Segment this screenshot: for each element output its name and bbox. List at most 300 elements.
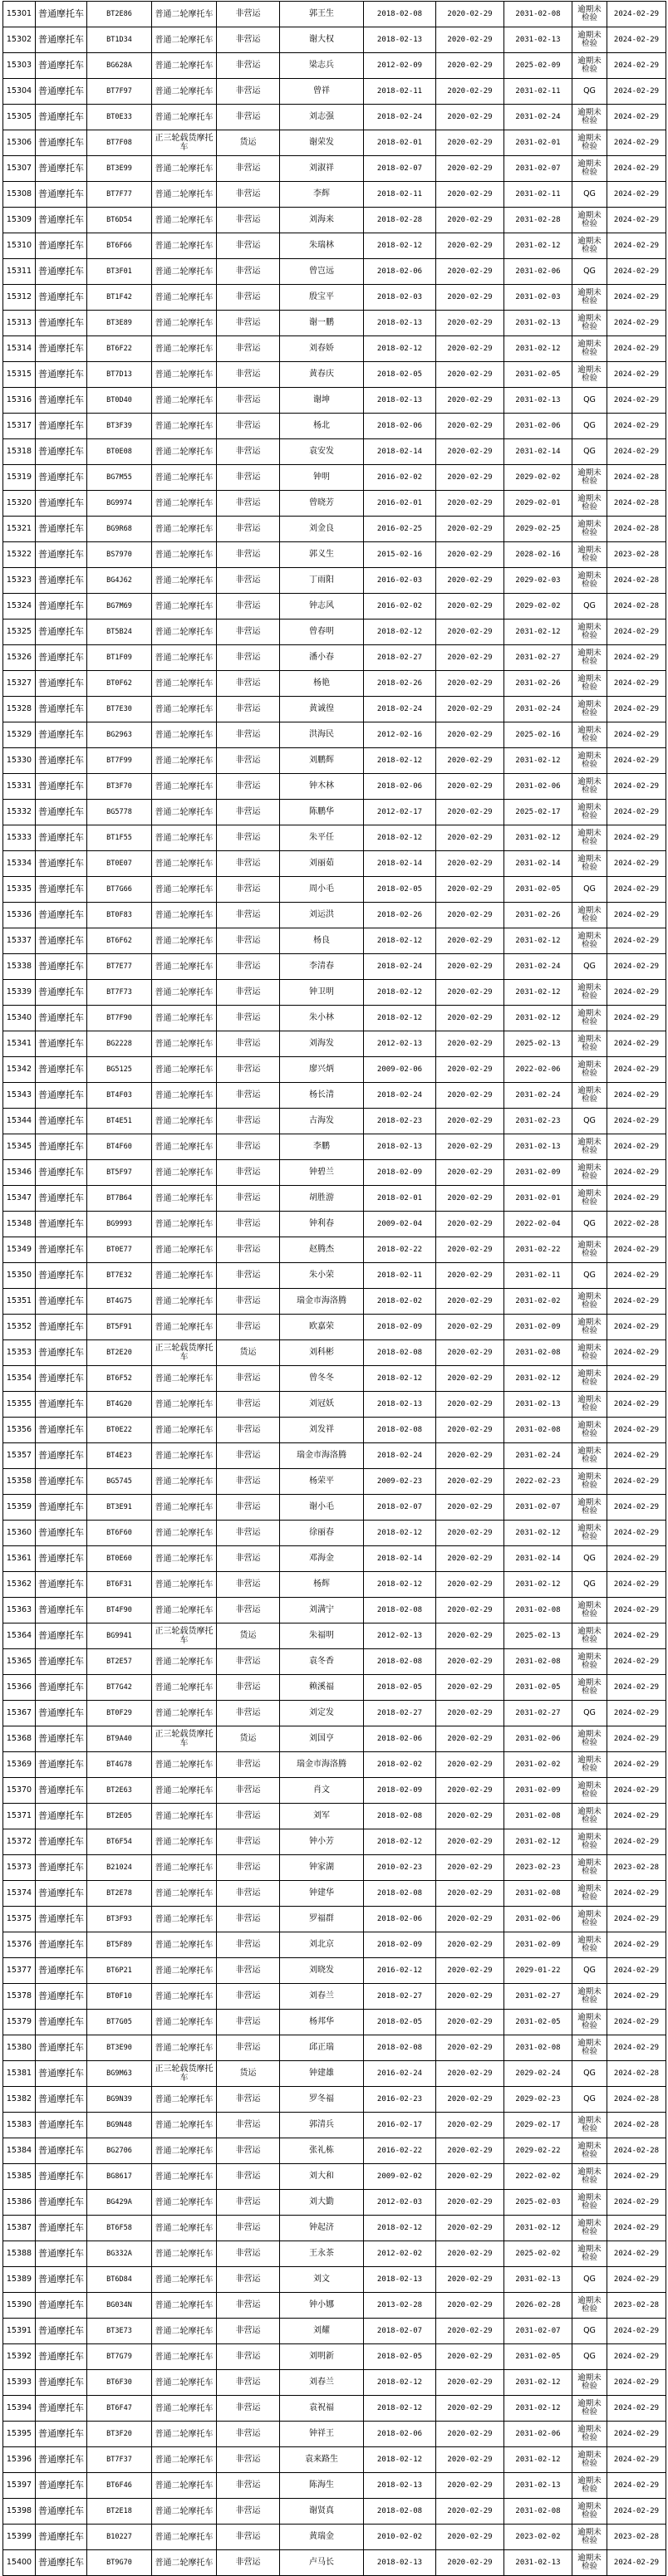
status-cell: 逾期未检验 <box>572 1057 607 1083</box>
owner-name-cell: 钟明 <box>280 465 364 491</box>
vehicle-class-cell: 普通摩托车 <box>36 1134 87 1160</box>
owner-name-cell: 刘发祥 <box>280 1418 364 1443</box>
vehicle-class-cell: 普通摩托车 <box>36 1804 87 1829</box>
vehicle-model-cell: 普通二轮摩托车 <box>152 1598 217 1623</box>
scrap-date-cell: 2031-02-09 <box>504 1315 572 1340</box>
vehicle-model-cell: 普通二轮摩托车 <box>152 388 217 414</box>
owner-name-cell: 钟小芳 <box>280 1829 364 1855</box>
scrap-date-cell: 2031-02-05 <box>504 2010 572 2035</box>
vehicle-class-cell: 普通摩托车 <box>36 1958 87 1984</box>
usage-type-cell: 非营运 <box>217 1237 280 1263</box>
registration-date-cell: 2018-02-13 <box>364 311 436 336</box>
scrap-date-cell: 2025-02-02 <box>504 2241 572 2267</box>
validity-date-cell: 2024-02-29 <box>607 748 666 774</box>
owner-name-cell: 欧嘉荣 <box>280 1315 364 1340</box>
status-cell: 逾期未检验 <box>572 491 607 517</box>
plate-number-cell: BT5F91 <box>87 1315 152 1340</box>
validity-date-cell: 2024-02-29 <box>607 1366 666 1392</box>
record-number-cell: 15347 <box>3 1186 36 1212</box>
registration-date-cell: 2018-02-13 <box>364 2267 436 2293</box>
plate-number-cell: BT4F90 <box>87 1598 152 1623</box>
vehicle-class-cell: 普通摩托车 <box>36 208 87 233</box>
usage-type-cell: 非营运 <box>217 2087 280 2113</box>
record-number-cell: 15316 <box>3 388 36 414</box>
usage-type-cell: 非营运 <box>217 825 280 851</box>
usage-type-cell: 非营运 <box>217 1160 280 1186</box>
scrap-date-cell: 2031-02-08 <box>504 1418 572 1443</box>
usage-type-cell: 非营运 <box>217 1443 280 1469</box>
validity-date-cell: 2024-02-29 <box>607 105 666 130</box>
record-number-cell: 15387 <box>3 2216 36 2241</box>
scrap-date-cell: 2031-02-07 <box>504 2319 572 2344</box>
usage-type-cell: 非营运 <box>217 517 280 542</box>
vehicle-model-cell: 普通二轮摩托车 <box>152 156 217 182</box>
vehicle-class-cell: 普通摩托车 <box>36 2396 87 2422</box>
scrap-date-cell: 2031-02-11 <box>504 182 572 208</box>
validity-date-cell: 2024-02-29 <box>607 1675 666 1701</box>
usage-type-cell: 非营运 <box>217 2035 280 2061</box>
usage-type-cell: 非营运 <box>217 2190 280 2216</box>
usage-type-cell: 非营运 <box>217 2113 280 2138</box>
vehicle-model-cell: 普通二轮摩托车 <box>152 1546 217 1572</box>
validity-date-cell: 2024-02-29 <box>607 2035 666 2061</box>
validity-date-cell: 2024-02-29 <box>607 1031 666 1057</box>
status-cell: QG <box>572 2344 607 2370</box>
registration-date-cell: 2018-02-08 <box>364 1340 436 1366</box>
table-row <box>3 1340 666 1366</box>
table-row <box>3 2138 666 2164</box>
status-cell: 逾期未检验 <box>572 53 607 79</box>
owner-name-cell: 钟卫明 <box>280 980 364 1006</box>
status-cell: 逾期未检验 <box>572 105 607 130</box>
inspection-date-cell: 2020-02-29 <box>436 2164 504 2190</box>
registration-date-cell: 2018-02-11 <box>364 79 436 105</box>
validity-date-cell: 2024-02-29 <box>607 182 666 208</box>
vehicle-model-cell: 普通二轮摩托车 <box>152 2035 217 2061</box>
usage-type-cell: 非营运 <box>217 1469 280 1495</box>
inspection-date-cell: 2020-02-29 <box>436 1212 504 1237</box>
table-row <box>3 2061 666 2087</box>
vehicle-class-cell: 普通摩托车 <box>36 1855 87 1881</box>
status-cell: 逾期未检验 <box>572 2035 607 2061</box>
plate-number-cell: BT7F99 <box>87 748 152 774</box>
scrap-date-cell: 2031-02-24 <box>504 1083 572 1109</box>
validity-date-cell: 2024-02-29 <box>607 2216 666 2241</box>
vehicle-model-cell: 普通二轮摩托车 <box>152 1701 217 1726</box>
status-cell: 逾期未检验 <box>572 1623 607 1649</box>
vehicle-model-cell: 普通二轮摩托车 <box>152 79 217 105</box>
usage-type-cell: 非营运 <box>217 1109 280 1134</box>
validity-date-cell: 2024-02-29 <box>607 1083 666 1109</box>
plate-number-cell: BT0E77 <box>87 1237 152 1263</box>
vehicle-model-cell: 正三轮载货摩托车 <box>152 1623 217 1649</box>
status-cell: 逾期未检验 <box>572 2447 607 2473</box>
vehicle-class-cell: 普通摩托车 <box>36 2422 87 2447</box>
record-number-cell: 15372 <box>3 1829 36 1855</box>
usage-type-cell: 非营运 <box>217 1212 280 1237</box>
usage-type-cell: 非营运 <box>217 1778 280 1804</box>
record-number-cell: 15395 <box>3 2422 36 2447</box>
table-row <box>3 1984 666 2010</box>
inspection-date-cell: 2020-02-29 <box>436 2190 504 2216</box>
status-cell: 逾期未检验 <box>572 1521 607 1546</box>
table-row <box>3 1469 666 1495</box>
usage-type-cell: 非营运 <box>217 671 280 697</box>
vehicle-class-cell: 普通摩托车 <box>36 1907 87 1932</box>
scrap-date-cell: 2022-02-04 <box>504 1212 572 1237</box>
registration-date-cell: 2018-02-05 <box>364 362 436 388</box>
status-cell: 逾期未检验 <box>572 1418 607 1443</box>
usage-type-cell: 非营运 <box>217 1031 280 1057</box>
registration-date-cell: 2012-02-17 <box>364 800 436 825</box>
validity-date-cell: 2024-02-29 <box>607 156 666 182</box>
usage-type-cell: 非营运 <box>217 1366 280 1392</box>
owner-name-cell: 赖溪福 <box>280 1675 364 1701</box>
plate-number-cell: BT7E30 <box>87 697 152 722</box>
validity-date-cell: 2024-02-29 <box>607 2370 666 2396</box>
registration-date-cell: 2016-02-03 <box>364 568 436 594</box>
owner-name-cell: 李鹏 <box>280 1134 364 1160</box>
scrap-date-cell: 2031-02-13 <box>504 1134 572 1160</box>
scrap-date-cell: 2031-02-12 <box>504 233 572 259</box>
plate-number-cell: BT5B24 <box>87 620 152 645</box>
vehicle-model-cell: 普通二轮摩托车 <box>152 2241 217 2267</box>
inspection-date-cell: 2020-02-29 <box>436 1932 504 1958</box>
vehicle-class-cell: 普通摩托车 <box>36 1160 87 1186</box>
usage-type-cell: 非营运 <box>217 1263 280 1289</box>
status-cell: 逾期未检验 <box>572 1443 607 1469</box>
scrap-date-cell: 2031-02-12 <box>504 2370 572 2396</box>
plate-number-cell: BT2E86 <box>87 2 152 27</box>
plate-number-cell: BT5F97 <box>87 1160 152 1186</box>
table-row <box>3 1623 666 1649</box>
validity-date-cell: 2024-02-29 <box>607 1392 666 1418</box>
vehicle-model-cell: 普通二轮摩托车 <box>152 1521 217 1546</box>
registration-date-cell: 2018-02-05 <box>364 1675 436 1701</box>
status-cell: 逾期未检验 <box>572 697 607 722</box>
scrap-date-cell: 2031-02-13 <box>504 1392 572 1418</box>
table-row <box>3 259 666 285</box>
validity-date-cell: 2024-02-29 <box>607 336 666 362</box>
table-row <box>3 825 666 851</box>
scrap-date-cell: 2031-02-05 <box>504 362 572 388</box>
usage-type-cell: 非营运 <box>217 903 280 928</box>
vehicle-model-cell: 普通二轮摩托车 <box>152 2319 217 2344</box>
scrap-date-cell: 2031-02-06 <box>504 414 572 439</box>
usage-type-cell: 非营运 <box>217 2010 280 2035</box>
inspection-date-cell: 2020-02-29 <box>436 748 504 774</box>
validity-date-cell: 2024-02-29 <box>607 697 666 722</box>
registration-date-cell: 2016-02-02 <box>364 465 436 491</box>
registration-date-cell: 2018-02-08 <box>364 1881 436 1907</box>
status-cell: 逾期未检验 <box>572 568 607 594</box>
vehicle-model-cell: 普通二轮摩托车 <box>152 1752 217 1778</box>
status-cell: QG <box>572 414 607 439</box>
owner-name-cell: 刘明新 <box>280 2344 364 2370</box>
inspection-date-cell: 2020-02-29 <box>436 414 504 439</box>
inspection-date-cell: 2020-02-29 <box>436 1109 504 1134</box>
status-cell: 逾期未检验 <box>572 903 607 928</box>
validity-date-cell: 2024-02-29 <box>607 414 666 439</box>
vehicle-model-cell: 普通二轮摩托车 <box>152 954 217 980</box>
record-number-cell: 15363 <box>3 1598 36 1623</box>
record-number-cell: 15339 <box>3 980 36 1006</box>
status-cell: QG <box>572 877 607 903</box>
record-number-cell: 15329 <box>3 722 36 748</box>
inspection-date-cell: 2020-02-29 <box>436 285 504 311</box>
inspection-date-cell: 2020-02-29 <box>436 1804 504 1829</box>
owner-name-cell: 赵腾杰 <box>280 1237 364 1263</box>
validity-date-cell: 2024-02-29 <box>607 1726 666 1752</box>
owner-name-cell: 刘国亨 <box>280 1726 364 1752</box>
plate-number-cell: BT0E07 <box>87 851 152 877</box>
inspection-date-cell: 2020-02-29 <box>436 105 504 130</box>
plate-number-cell: BG5745 <box>87 1469 152 1495</box>
inspection-date-cell: 2020-02-29 <box>436 568 504 594</box>
vehicle-model-cell: 普通二轮摩托车 <box>152 1649 217 1675</box>
validity-date-cell: 2024-02-29 <box>607 208 666 233</box>
plate-number-cell: B10227 <box>87 2525 152 2550</box>
inspection-date-cell: 2020-02-29 <box>436 1057 504 1083</box>
owner-name-cell: 张礼栋 <box>280 2138 364 2164</box>
validity-date-cell: 2024-02-29 <box>607 233 666 259</box>
vehicle-class-cell: 普通摩托车 <box>36 1546 87 1572</box>
record-number-cell: 15365 <box>3 1649 36 1675</box>
inspection-date-cell: 2020-02-29 <box>436 851 504 877</box>
usage-type-cell: 非营运 <box>217 928 280 954</box>
vehicle-class-cell: 普通摩托车 <box>36 311 87 336</box>
record-number-cell: 15342 <box>3 1057 36 1083</box>
scrap-date-cell: 2031-02-24 <box>504 697 572 722</box>
vehicle-class-cell: 普通摩托车 <box>36 1186 87 1212</box>
table-row <box>3 903 666 928</box>
scrap-date-cell: 2031-02-27 <box>504 1984 572 2010</box>
validity-date-cell: 2023-02-28 <box>607 542 666 568</box>
status-cell: 逾期未检验 <box>572 1778 607 1804</box>
registration-date-cell: 2018-02-08 <box>364 1804 436 1829</box>
vehicle-class-cell: 普通摩托车 <box>36 722 87 748</box>
record-number-cell: 15332 <box>3 800 36 825</box>
usage-type-cell: 非营运 <box>217 2 280 27</box>
scrap-date-cell: 2029-02-03 <box>504 568 572 594</box>
table-row <box>3 1212 666 1237</box>
scrap-date-cell: 2031-02-12 <box>504 928 572 954</box>
record-number-cell: 15378 <box>3 1984 36 2010</box>
registration-date-cell: 2016-02-01 <box>364 491 436 517</box>
vehicle-class-cell: 普通摩托车 <box>36 285 87 311</box>
status-cell: 逾期未检验 <box>572 208 607 233</box>
plate-number-cell: BT6F66 <box>87 233 152 259</box>
scrap-date-cell: 2031-02-06 <box>504 2422 572 2447</box>
registration-date-cell: 2018-02-11 <box>364 1263 436 1289</box>
status-cell: QG <box>572 1701 607 1726</box>
plate-number-cell: BT9A40 <box>87 1726 152 1752</box>
table-row <box>3 1134 666 1160</box>
record-number-cell: 15303 <box>3 53 36 79</box>
status-cell: 逾期未检验 <box>572 1984 607 2010</box>
registration-date-cell: 2018-02-06 <box>364 1907 436 1932</box>
validity-date-cell: 2024-02-28 <box>607 594 666 620</box>
registration-date-cell: 2016-02-17 <box>364 2113 436 2138</box>
scrap-date-cell: 2022-02-06 <box>504 1057 572 1083</box>
inspection-date-cell: 2020-02-29 <box>436 53 504 79</box>
scrap-date-cell: 2031-02-08 <box>504 1649 572 1675</box>
registration-date-cell: 2018-02-27 <box>364 645 436 671</box>
table-row <box>3 491 666 517</box>
table-row <box>3 1855 666 1881</box>
registration-date-cell: 2018-02-06 <box>364 259 436 285</box>
status-cell: 逾期未检验 <box>572 928 607 954</box>
vehicle-class-cell: 普通摩托车 <box>36 27 87 53</box>
vehicle-class-cell: 普通摩托车 <box>36 2499 87 2525</box>
plate-number-cell: BG034N <box>87 2293 152 2319</box>
scrap-date-cell: 2023-02-23 <box>504 1855 572 1881</box>
registration-date-cell: 2018-02-12 <box>364 1572 436 1598</box>
scrap-date-cell: 2031-02-14 <box>504 851 572 877</box>
inspection-date-cell: 2020-02-29 <box>436 2113 504 2138</box>
table-row <box>3 1726 666 1752</box>
registration-date-cell: 2018-02-14 <box>364 439 436 465</box>
table-row <box>3 1031 666 1057</box>
registration-date-cell: 2018-02-09 <box>364 1160 436 1186</box>
vehicle-model-cell: 普通二轮摩托车 <box>152 1855 217 1881</box>
usage-type-cell: 非营运 <box>217 800 280 825</box>
registration-date-cell: 2010-02-02 <box>364 2525 436 2550</box>
validity-date-cell: 2024-02-29 <box>607 2473 666 2499</box>
inspection-date-cell: 2020-02-29 <box>436 1495 504 1521</box>
validity-date-cell: 2024-02-29 <box>607 1932 666 1958</box>
validity-date-cell: 2024-02-29 <box>607 1984 666 2010</box>
status-cell: 逾期未检验 <box>572 1855 607 1881</box>
scrap-date-cell: 2031-02-24 <box>504 954 572 980</box>
registration-date-cell: 2018-02-27 <box>364 1984 436 2010</box>
vehicle-class-cell: 普通摩托车 <box>36 156 87 182</box>
scrap-date-cell: 2031-02-01 <box>504 1186 572 1212</box>
vehicle-class-cell: 普通摩托车 <box>36 388 87 414</box>
status-cell: 逾期未检验 <box>572 1598 607 1623</box>
owner-name-cell: 袁来路生 <box>280 2447 364 2473</box>
record-number-cell: 15305 <box>3 105 36 130</box>
plate-number-cell: BT7G79 <box>87 2344 152 2370</box>
vehicle-class-cell: 普通摩托车 <box>36 774 87 800</box>
validity-date-cell: 2024-02-29 <box>607 388 666 414</box>
inspection-date-cell: 2020-02-29 <box>436 1778 504 1804</box>
owner-name-cell: 刘冠妖 <box>280 1392 364 1418</box>
status-cell: QG <box>572 2267 607 2293</box>
record-number-cell: 15391 <box>3 2319 36 2344</box>
table-row <box>3 1881 666 1907</box>
plate-number-cell: BT7G66 <box>87 877 152 903</box>
validity-date-cell: 2024-02-29 <box>607 1521 666 1546</box>
table-row <box>3 1521 666 1546</box>
status-cell: QG <box>572 594 607 620</box>
validity-date-cell: 2024-02-29 <box>607 1572 666 1598</box>
table-row <box>3 1289 666 1315</box>
validity-date-cell: 2024-02-29 <box>607 2396 666 2422</box>
inspection-date-cell: 2020-02-29 <box>436 2035 504 2061</box>
registration-date-cell: 2018-02-24 <box>364 697 436 722</box>
validity-date-cell: 2023-02-28 <box>607 2525 666 2550</box>
usage-type-cell: 非营运 <box>217 208 280 233</box>
status-cell: 逾期未检验 <box>572 1932 607 1958</box>
vehicle-model-cell: 普通二轮摩托车 <box>152 2293 217 2319</box>
inspection-date-cell: 2020-02-29 <box>436 1134 504 1160</box>
scrap-date-cell: 2029-02-17 <box>504 2113 572 2138</box>
registration-date-cell: 2016-02-23 <box>364 2087 436 2113</box>
plate-number-cell: BT3F01 <box>87 259 152 285</box>
validity-date-cell: 2022-02-28 <box>607 1212 666 1237</box>
vehicle-model-cell: 普通二轮摩托车 <box>152 311 217 336</box>
record-number-cell: 15400 <box>3 2550 36 2576</box>
registration-date-cell: 2018-02-12 <box>364 2396 436 2422</box>
validity-date-cell: 2024-02-29 <box>607 1804 666 1829</box>
vehicle-class-cell: 普通摩托车 <box>36 1598 87 1623</box>
vehicle-model-cell: 普通二轮摩托车 <box>152 1057 217 1083</box>
plate-number-cell: BG7M69 <box>87 594 152 620</box>
inspection-date-cell: 2020-02-29 <box>436 1726 504 1752</box>
owner-name-cell: 谢贤真 <box>280 2499 364 2525</box>
inspection-date-cell: 2020-02-29 <box>436 2 504 27</box>
validity-date-cell: 2024-02-29 <box>607 1829 666 1855</box>
plate-number-cell: BT7F08 <box>87 130 152 156</box>
vehicle-model-cell: 普通二轮摩托车 <box>152 2499 217 2525</box>
owner-name-cell: 刘春兰 <box>280 1984 364 2010</box>
inspection-date-cell: 2020-02-29 <box>436 800 504 825</box>
vehicle-class-cell: 普通摩托车 <box>36 1778 87 1804</box>
table-row <box>3 1237 666 1263</box>
vehicle-class-cell: 普通摩托车 <box>36 2267 87 2293</box>
vehicle-model-cell: 普通二轮摩托车 <box>152 928 217 954</box>
table-row <box>3 2241 666 2267</box>
usage-type-cell: 非营运 <box>217 2447 280 2473</box>
vehicle-class-cell: 普通摩托车 <box>36 182 87 208</box>
vehicle-class-cell: 普通摩托车 <box>36 2 87 27</box>
usage-type-cell: 非营运 <box>217 1958 280 1984</box>
plate-number-cell: BT6F31 <box>87 1572 152 1598</box>
table-row <box>3 2293 666 2319</box>
inspection-date-cell: 2020-02-29 <box>436 1958 504 1984</box>
status-cell: QG <box>572 2087 607 2113</box>
vehicle-class-cell: 普通摩托车 <box>36 1031 87 1057</box>
record-number-cell: 15389 <box>3 2267 36 2293</box>
record-number-cell: 15397 <box>3 2473 36 2499</box>
record-number-cell: 15386 <box>3 2190 36 2216</box>
vehicle-model-cell: 普通二轮摩托车 <box>152 903 217 928</box>
plate-number-cell: BG5778 <box>87 800 152 825</box>
status-cell: QG <box>572 388 607 414</box>
vehicle-model-cell: 普通二轮摩托车 <box>152 182 217 208</box>
vehicle-class-cell: 普通摩托车 <box>36 903 87 928</box>
owner-name-cell: 刘淑祥 <box>280 156 364 182</box>
inspection-date-cell: 2020-02-29 <box>436 1855 504 1881</box>
registration-date-cell: 2018-02-06 <box>364 2422 436 2447</box>
registration-date-cell: 2012-02-13 <box>364 1031 436 1057</box>
vehicle-model-cell: 普通二轮摩托车 <box>152 208 217 233</box>
vehicle-class-cell: 普通摩托车 <box>36 2447 87 2473</box>
record-number-cell: 15370 <box>3 1778 36 1804</box>
validity-date-cell: 2024-02-29 <box>607 1160 666 1186</box>
plate-number-cell: BT0D40 <box>87 388 152 414</box>
usage-type-cell: 非营运 <box>217 2216 280 2241</box>
validity-date-cell: 2024-02-29 <box>607 1649 666 1675</box>
table-row <box>3 1109 666 1134</box>
record-number-cell: 15306 <box>3 130 36 156</box>
vehicle-model-cell: 普通二轮摩托车 <box>152 1984 217 2010</box>
usage-type-cell: 非营运 <box>217 2164 280 2190</box>
table-body <box>3 2 666 2576</box>
scrap-date-cell: 2031-02-22 <box>504 1237 572 1263</box>
plate-number-cell: BT3F39 <box>87 414 152 439</box>
